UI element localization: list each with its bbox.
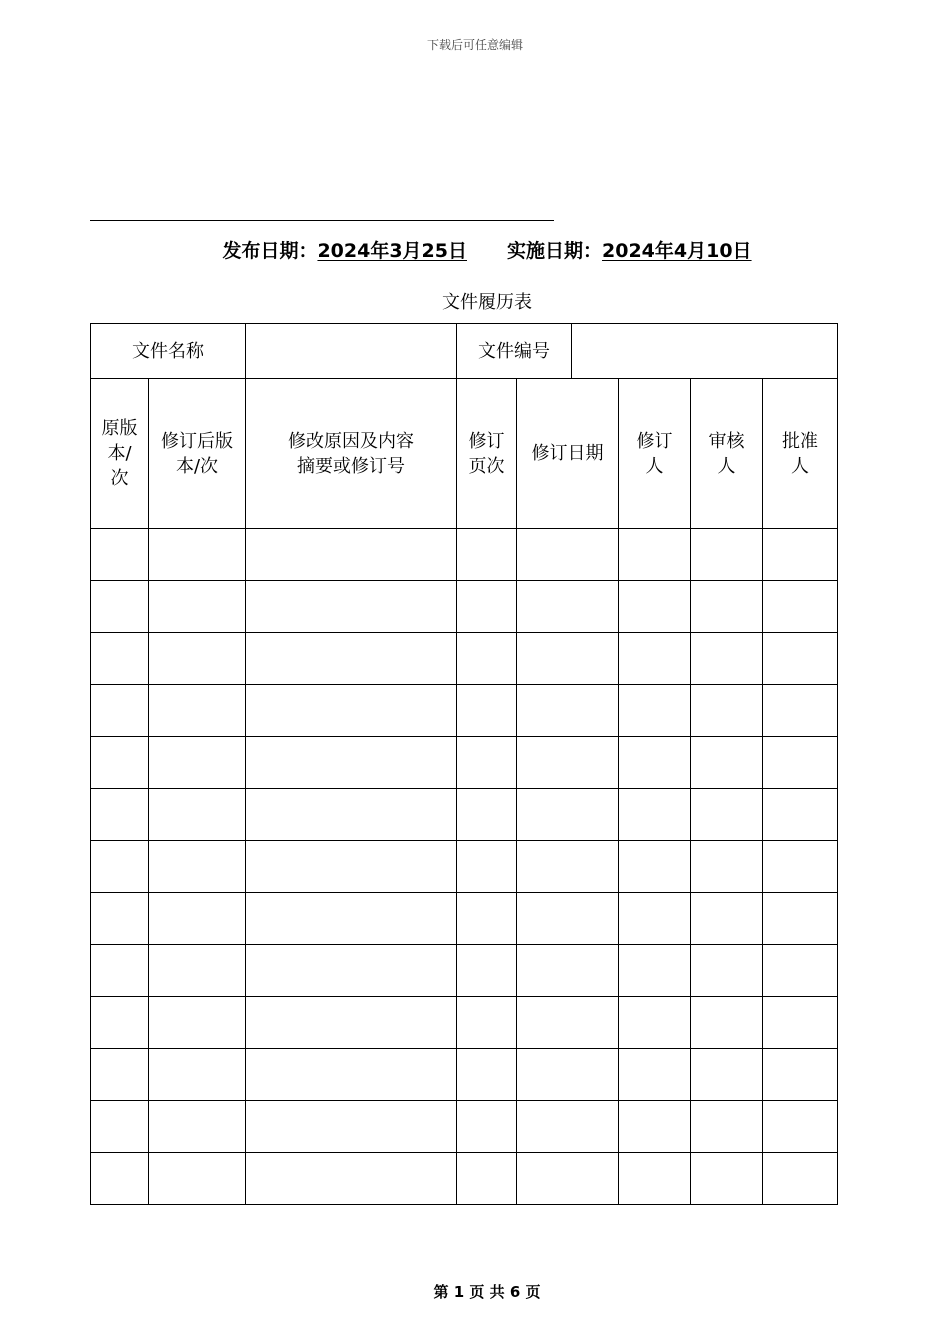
cell-date[interactable] bbox=[517, 997, 619, 1049]
header-new-version: 修订后版 本/次 bbox=[149, 379, 246, 529]
cell-date[interactable] bbox=[517, 841, 619, 893]
cell-orig-version[interactable] bbox=[91, 893, 149, 945]
cell-pages[interactable] bbox=[457, 581, 517, 633]
effective-date-label: 实施日期： bbox=[507, 240, 603, 262]
cell-date[interactable] bbox=[517, 945, 619, 997]
date-line bbox=[0, 236, 950, 263]
header-pages: 修订 页次 bbox=[457, 379, 517, 529]
table-row bbox=[91, 529, 838, 581]
cell-new-version[interactable] bbox=[149, 945, 246, 997]
cell-date[interactable] bbox=[517, 1153, 619, 1205]
cell-reason[interactable] bbox=[246, 1101, 457, 1153]
cell-new-version[interactable] bbox=[149, 685, 246, 737]
cell-pages[interactable] bbox=[457, 1049, 517, 1101]
revision-history-table bbox=[90, 323, 838, 1205]
cell-pages[interactable] bbox=[457, 841, 517, 893]
cell-checker[interactable] bbox=[691, 945, 763, 997]
cell-reviser[interactable] bbox=[619, 1101, 691, 1153]
cell-checker[interactable] bbox=[691, 633, 763, 685]
cell-orig-version[interactable] bbox=[91, 529, 149, 581]
cell-approver[interactable] bbox=[763, 945, 838, 997]
cell-approver[interactable] bbox=[763, 581, 838, 633]
cell-approver[interactable] bbox=[763, 529, 838, 581]
cell-reason[interactable] bbox=[246, 1153, 457, 1205]
doc-number-label: 文件编号 bbox=[457, 324, 572, 379]
page-footer: 第 1 页 共 6 页 bbox=[433, 1283, 541, 1301]
cell-approver[interactable] bbox=[763, 997, 838, 1049]
cell-checker[interactable] bbox=[691, 1049, 763, 1101]
cell-pages[interactable] bbox=[457, 945, 517, 997]
cell-reason[interactable] bbox=[246, 685, 457, 737]
publish-date-label: 发布日期： bbox=[222, 240, 318, 262]
cell-orig-version[interactable] bbox=[91, 945, 149, 997]
cell-reason[interactable] bbox=[246, 1049, 457, 1101]
cell-new-version[interactable] bbox=[149, 841, 246, 893]
effective-date-value: 2024年4月10日 bbox=[602, 240, 752, 262]
cell-new-version[interactable] bbox=[149, 1101, 246, 1153]
header-date: 修订日期 bbox=[517, 379, 619, 529]
cell-checker[interactable] bbox=[691, 685, 763, 737]
cell-date[interactable] bbox=[517, 633, 619, 685]
cell-checker[interactable] bbox=[691, 893, 763, 945]
table-row bbox=[91, 997, 838, 1049]
table-row bbox=[91, 1049, 838, 1101]
cell-checker[interactable] bbox=[691, 997, 763, 1049]
cell-reviser[interactable] bbox=[619, 685, 691, 737]
cell-reason[interactable] bbox=[246, 841, 457, 893]
cell-approver[interactable] bbox=[763, 737, 838, 789]
cell-checker[interactable] bbox=[691, 529, 763, 581]
cell-pages[interactable] bbox=[457, 685, 517, 737]
cell-reviser[interactable] bbox=[619, 789, 691, 841]
header-reason: 修改原因及内容 摘要或修订号 bbox=[246, 379, 457, 529]
cell-new-version[interactable] bbox=[149, 1049, 246, 1101]
table-row bbox=[91, 893, 838, 945]
cell-checker[interactable] bbox=[691, 737, 763, 789]
cell-orig-version[interactable] bbox=[91, 633, 149, 685]
cell-approver[interactable] bbox=[763, 685, 838, 737]
cell-pages[interactable] bbox=[457, 789, 517, 841]
cell-reason[interactable] bbox=[246, 945, 457, 997]
cell-reviser[interactable] bbox=[619, 737, 691, 789]
table-row bbox=[91, 1101, 838, 1153]
table-row bbox=[91, 633, 838, 685]
cell-approver[interactable] bbox=[763, 893, 838, 945]
cell-orig-version[interactable] bbox=[91, 789, 149, 841]
cell-checker[interactable] bbox=[691, 789, 763, 841]
cell-reviser[interactable] bbox=[619, 1049, 691, 1101]
cell-reason[interactable] bbox=[246, 581, 457, 633]
cell-pages[interactable] bbox=[457, 633, 517, 685]
cell-new-version[interactable] bbox=[149, 997, 246, 1049]
cell-pages[interactable] bbox=[457, 737, 517, 789]
cell-date[interactable] bbox=[517, 581, 619, 633]
cell-new-version[interactable] bbox=[149, 1153, 246, 1205]
cell-reviser[interactable] bbox=[619, 841, 691, 893]
cell-new-version[interactable] bbox=[149, 529, 246, 581]
cell-approver[interactable] bbox=[763, 789, 838, 841]
cell-pages[interactable] bbox=[457, 1101, 517, 1153]
cell-new-version[interactable] bbox=[149, 633, 246, 685]
doc-name-label: 文件名称 bbox=[91, 324, 246, 379]
cell-orig-version[interactable] bbox=[91, 997, 149, 1049]
table-row bbox=[91, 685, 838, 737]
cell-checker[interactable] bbox=[691, 1101, 763, 1153]
cell-orig-version[interactable] bbox=[91, 581, 149, 633]
cell-approver[interactable] bbox=[763, 1049, 838, 1101]
cell-orig-version[interactable] bbox=[91, 1101, 149, 1153]
cell-date[interactable] bbox=[517, 1101, 619, 1153]
cell-reviser[interactable] bbox=[619, 893, 691, 945]
cell-orig-version[interactable] bbox=[91, 685, 149, 737]
header-divider bbox=[90, 220, 554, 221]
cell-date[interactable] bbox=[517, 685, 619, 737]
cell-date[interactable] bbox=[517, 529, 619, 581]
table-body bbox=[91, 529, 838, 1205]
table-row bbox=[91, 1153, 838, 1205]
table-row bbox=[91, 841, 838, 893]
cell-pages[interactable] bbox=[457, 529, 517, 581]
column-header-row bbox=[91, 379, 838, 529]
cell-new-version[interactable] bbox=[149, 789, 246, 841]
cell-checker[interactable] bbox=[691, 1153, 763, 1205]
cell-reviser[interactable] bbox=[619, 581, 691, 633]
cell-reviser[interactable] bbox=[619, 945, 691, 997]
publish-date-value: 2024年3月25日 bbox=[317, 240, 467, 262]
header-reviser: 修订 人 bbox=[619, 379, 691, 529]
cell-approver[interactable] bbox=[763, 633, 838, 685]
cell-pages[interactable] bbox=[457, 1153, 517, 1205]
table-row bbox=[91, 789, 838, 841]
cell-pages[interactable] bbox=[457, 997, 517, 1049]
cell-orig-version[interactable] bbox=[91, 737, 149, 789]
cell-reason[interactable] bbox=[246, 633, 457, 685]
header-approver: 批准 人 bbox=[763, 379, 838, 529]
cell-approver[interactable] bbox=[763, 841, 838, 893]
cell-reviser[interactable] bbox=[619, 633, 691, 685]
cell-orig-version[interactable] bbox=[91, 841, 149, 893]
header-orig-version: 原版 本/ 次 bbox=[91, 379, 149, 529]
cell-date[interactable] bbox=[517, 1049, 619, 1101]
cell-reason[interactable] bbox=[246, 737, 457, 789]
cell-reason[interactable] bbox=[246, 529, 457, 581]
cell-reviser[interactable] bbox=[619, 997, 691, 1049]
table-row bbox=[91, 945, 838, 997]
cell-new-version[interactable] bbox=[149, 737, 246, 789]
watermark-text: 下载后可任意编辑 bbox=[426, 38, 523, 52]
cell-checker[interactable] bbox=[691, 841, 763, 893]
table-row bbox=[91, 737, 838, 789]
cell-reason[interactable] bbox=[246, 789, 457, 841]
cell-date[interactable] bbox=[517, 737, 619, 789]
cell-new-version[interactable] bbox=[149, 893, 246, 945]
cell-reviser[interactable] bbox=[619, 529, 691, 581]
document-info-row bbox=[91, 324, 838, 379]
cell-orig-version[interactable] bbox=[91, 1153, 149, 1205]
cell-reason[interactable] bbox=[246, 997, 457, 1049]
cell-pages[interactable] bbox=[457, 893, 517, 945]
table-row bbox=[91, 581, 838, 633]
cell-approver[interactable] bbox=[763, 1153, 838, 1205]
cell-orig-version[interactable] bbox=[91, 1049, 149, 1101]
cell-reason[interactable] bbox=[246, 893, 457, 945]
page-title: 文件履历表 bbox=[442, 292, 532, 313]
cell-new-version[interactable] bbox=[149, 581, 246, 633]
cell-approver[interactable] bbox=[763, 1101, 838, 1153]
cell-reviser[interactable] bbox=[619, 1153, 691, 1205]
doc-name-field[interactable] bbox=[246, 324, 457, 379]
doc-number-field[interactable] bbox=[572, 324, 838, 379]
cell-checker[interactable] bbox=[691, 581, 763, 633]
header-checker: 审核 人 bbox=[691, 379, 763, 529]
cell-date[interactable] bbox=[517, 789, 619, 841]
cell-date[interactable] bbox=[517, 893, 619, 945]
